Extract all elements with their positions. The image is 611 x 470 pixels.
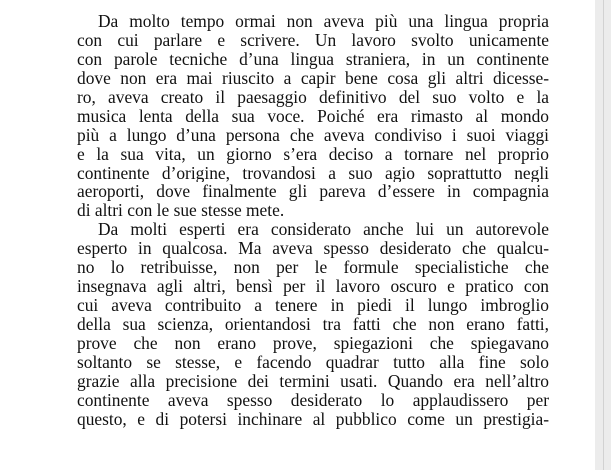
text-line: cui aveva contribuito a tenere in piedi il lungo imbroglio bbox=[77, 296, 549, 315]
text-line: ro, aveva creato il paesaggio definitivo del suo volto e la bbox=[77, 87, 549, 107]
text-line: Da molti esperti era considerato anche lui un autorevole bbox=[98, 220, 549, 240]
text-line: musica lenta della sua voce. Poiché era rimasto al mondo bbox=[77, 106, 549, 126]
text-line: prove che non erano prove, spiegazioni che spiegavano bbox=[77, 333, 549, 353]
text-line: più a lungo d’una persona che aveva condiviso i suoi viaggi bbox=[77, 125, 549, 145]
text-line: aeroporti, dove finalmente gli pareva d’essere in compagnia bbox=[77, 182, 549, 202]
paragraph-2 bbox=[77, 220, 549, 428]
text-line: e la sua vita, un giorno s’era deciso a tornare nel proprio bbox=[77, 144, 549, 164]
text-line: insegnava agli altri, bensì per il lavoro oscuro e pratico con bbox=[77, 277, 549, 297]
text-line: della sua scienza, orientandosi tra fatti che non erano fatti, bbox=[77, 315, 549, 334]
text-line: continente d’origine, trovandosi a suo agio soprattutto negli bbox=[77, 163, 549, 183]
text-line: dove non era mai riuscito a capir bene cosa gli altri dicesse- bbox=[77, 68, 549, 88]
text-line: esperto in qualcosa. Ma aveva spesso desiderato che qualcu- bbox=[77, 239, 549, 259]
body-text bbox=[77, 12, 549, 429]
text-line: grazie alla precisione dei termini usati. Quando era nell’altro bbox=[77, 371, 549, 391]
text-line: di altri con le sue stesse mete. bbox=[77, 201, 285, 221]
paragraph-1 bbox=[77, 12, 549, 220]
scrollbar-divider bbox=[603, 0, 604, 470]
text-line: continente aveva spesso desiderato lo applaudissero per bbox=[77, 390, 549, 410]
text-line: con cui parlare e scrivere. Un lavoro svolto unicamente bbox=[77, 30, 549, 50]
text-line: questo, e di potersi inchinare al pubblico come un prestigia- bbox=[77, 409, 549, 429]
text-line: no lo retribuisse, non per le formule specialistiche che bbox=[77, 258, 549, 278]
text-line: con parole tecniche d’una lingua straniera, in un continente bbox=[77, 49, 549, 69]
text-line: Da molto tempo ormai non aveva più una lingua propria bbox=[98, 12, 549, 31]
text-line: soltanto se stesse, e facendo quadrar tutto alla fine solo bbox=[77, 352, 549, 372]
